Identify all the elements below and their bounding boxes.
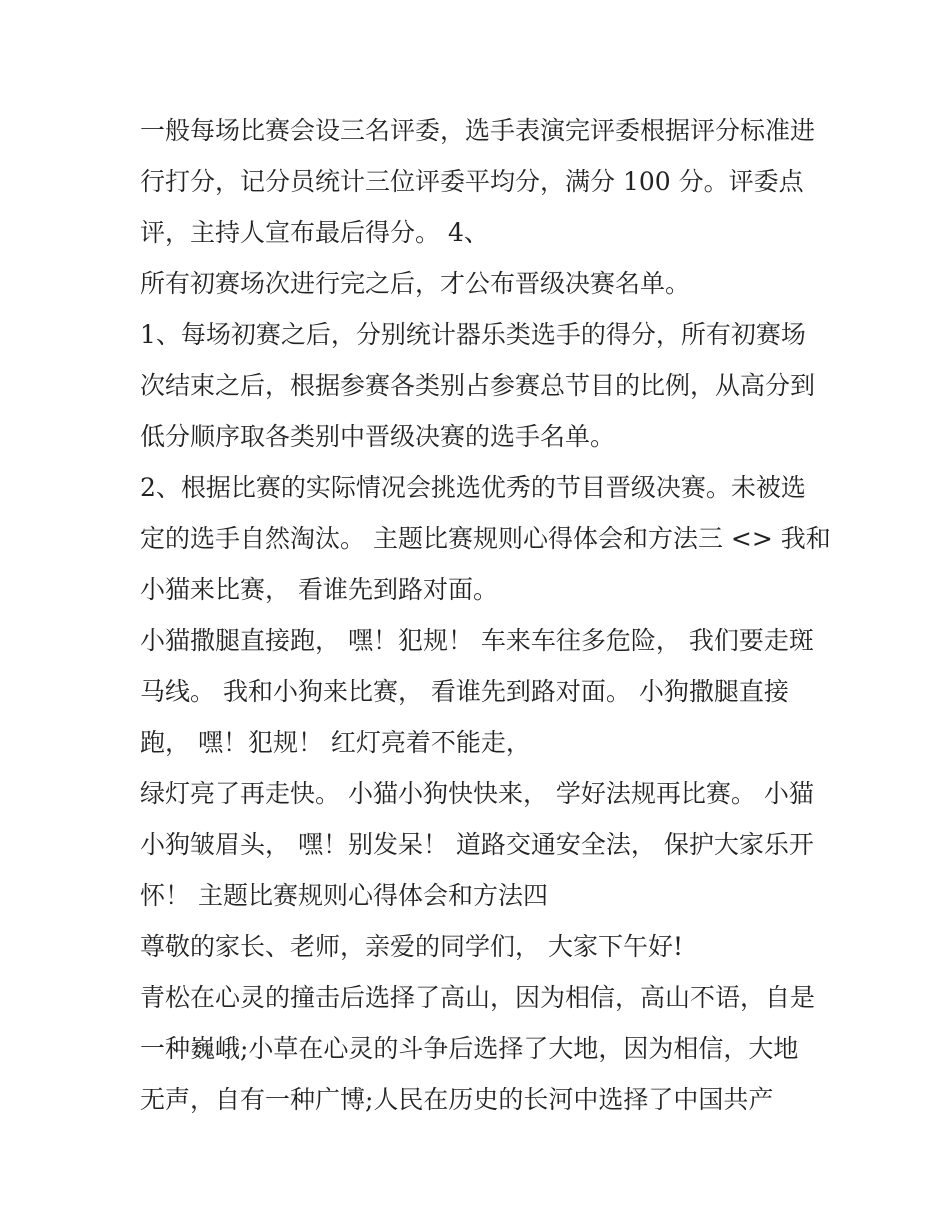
text-line: 定的选手自然淘汰。 主题比赛规则心得体会和方法三 <> 我和 <box>140 524 831 553</box>
text-line: 无声，自有一种广博;人民在历史的长河中选择了中国共产 <box>140 1085 774 1114</box>
text-line: 次结束之后，根据参赛各类别占参赛总节目的比例，从高分到 <box>140 371 816 400</box>
text-line: 所有初赛场次进行完之后，才公布晋级决赛名单。 <box>140 269 691 298</box>
text-line: 1、每场初赛之后，分别统计器乐类选手的得分，所有初赛场 <box>140 320 806 349</box>
text-line: 行打分，记分员统计三位评委平均分，满分 100 分。评委点 <box>140 167 804 196</box>
body-text <box>140 105 831 1125</box>
text-line: 一种巍峨;小草在心灵的斗争后选择了大地，因为相信，大地 <box>140 1034 799 1063</box>
text-line: 怀！ 主题比赛规则心得体会和方法四 <box>140 881 548 910</box>
text-line: 2、根据比赛的实际情况会挑选优秀的节目晋级决赛。未被选 <box>140 473 806 502</box>
text-line: 小猫撒腿直接跑， 嘿！犯规！ 车来车往多危险， 我们要走斑 <box>140 626 814 655</box>
text-line: 马线。 我和小狗来比赛， 看谁先到路对面。 小狗撒腿直接 <box>140 677 789 706</box>
text-line: 小猫来比赛， 看谁先到路对面。 <box>140 575 498 604</box>
text-line: 小狗皱眉头， 嘿！别发呆！ 道路交通安全法， 保护大家乐开 <box>140 830 814 859</box>
text-line: 一般每场比赛会设三名评委，选手表演完评委根据评分标准进 <box>140 116 816 145</box>
text-line: 低分顺序取各类别中晋级决赛的选手名单。 <box>140 422 616 451</box>
text-line: 评，主持人宣布最后得分。 4、 <box>140 218 489 247</box>
text-line: 跑， 嘿！犯规！ 红灯亮着不能走， <box>140 728 531 757</box>
text-line: 尊敬的家长、老师，亲爱的同学们， 大家下午好! <box>140 932 683 961</box>
text-line: 青松在心灵的撞击后选择了高山，因为相信，高山不语，自是 <box>140 983 816 1012</box>
text-line: 绿灯亮了再走快。 小猫小狗快快来， 学好法规再比赛。 小猫 <box>140 779 814 808</box>
